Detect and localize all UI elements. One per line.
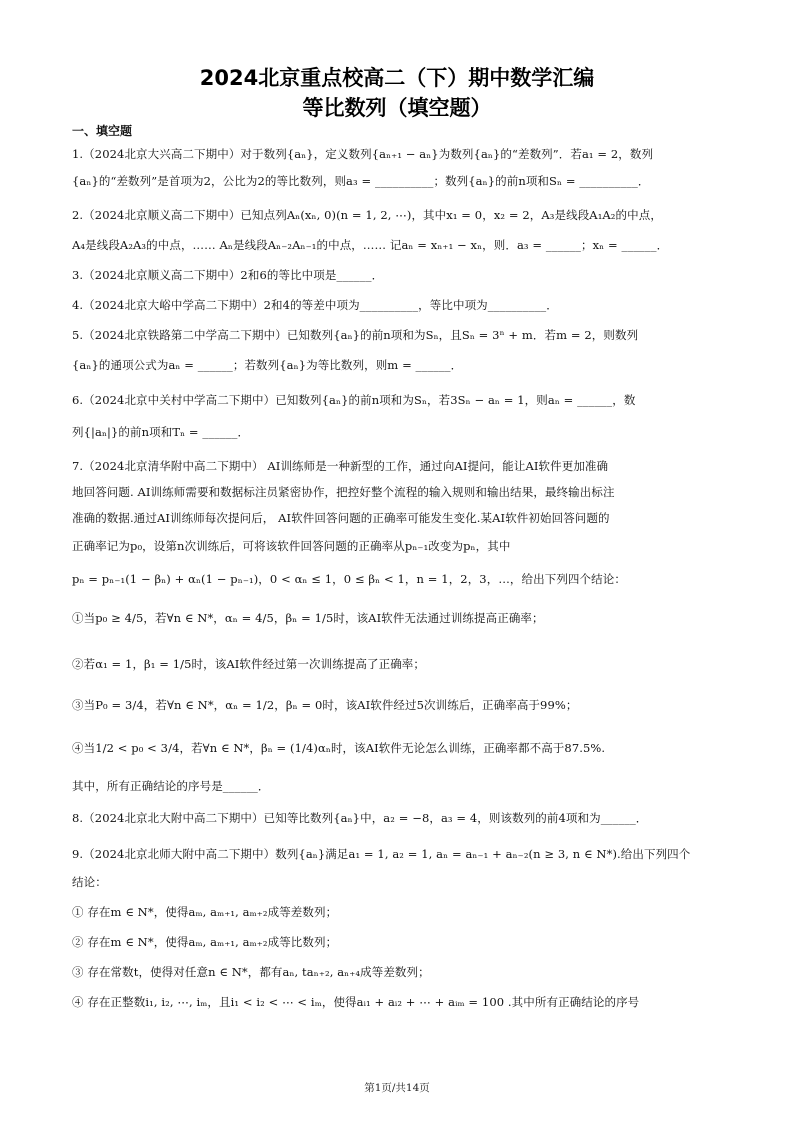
problem-7-line-2: 地回答问题. AI训练师需要和数据标注员紧密协作，把控好整个流程的输入规则和输出结果，最终输出标注 (72, 485, 615, 499)
problem-9-statement-4: ④ 存在正整数i₁, i₂, ⋯, iₘ，且i₁ < i₂ < ⋯ < iₘ，使得aᵢ₁ + aᵢ₂ + ⋯ + aᵢₘ = 100 .其中所有正确结论的序号 (72, 995, 640, 1009)
problem-9-statement-2: ② 存在m ∈ N*，使得aₘ, aₘ₊₁, aₘ₊₂成等比数列； (72, 935, 338, 949)
problem-2-line-1: 2.（2024北京顺义高二下期中）已知点列Aₙ(xₙ, 0)(n = 1, 2, ⋯)，其中x₁ = 0，x₂ = 2，A₃是线段A₁A₂的中点， (72, 208, 662, 222)
problem-9-statement-3: ③ 存在常数t，使得对任意n ∈ N*，都有aₙ, taₙ₊₂, aₙ₊₄成等差数列； (72, 965, 430, 979)
problem-7-formula: pₙ = pₙ₋₁(1 − βₙ) + αₙ(1 − pₙ₋₁)，0 < αₙ ≤ 1，0 ≤ βₙ < 1，n = 1，2，3，…，给出下列四个结论： (72, 572, 626, 586)
problem-7-statement-2: ②若α₁ = 1，β₁ = 1/5时，该AI软件经过第一次训练提高了正确率； (72, 657, 425, 671)
problem-8: 8.（2024北京北大附中高二下期中）已知等比数列{aₙ}中，a₂ = −8，a₃ = 4，则该数列的前4项和为______． (72, 811, 648, 825)
problem-1-line-2: {aₙ}的“差数列”是首项为2，公比为2的等比数列，则a₃ = __________；数列{aₙ}的前n项和Sₙ = __________． (72, 174, 650, 188)
problem-7-statement-4: ④当1/2 < p₀ < 3/4，若∀n ∈ N*，βₙ = (1/4)αₙ时，该AI软件无论怎么训练，正确率都不高于87.5%. (72, 741, 606, 755)
problem-2-line-2: A₄是线段A₂A₃的中点，…… Aₙ是线段Aₙ₋₂Aₙ₋₁的中点，…… 记aₙ = xₙ₊₁ − xₙ，则．a₃ = ______；xₙ = ______． (72, 238, 669, 252)
section-heading: 一、填空题 (72, 124, 133, 138)
page-title: 2024北京重点校高二（下）期中数学汇编 (199, 66, 595, 90)
problem-6-line-1: 6.（2024北京中关村中学高二下期中）已知数列{aₙ}的前n项和为Sₙ，若3Sₙ − aₙ = 1，则aₙ = ______，数 (72, 393, 636, 407)
problem-7-line-3: 准确的数据.通过AI训练师每次提问后， AI软件回答问题的正确率可能发生变化.某AI软件初始回答问题的 (72, 511, 610, 525)
problem-7-statement-3: ③当P₀ = 3/4，若∀n ∈ N*，αₙ = 1/2，βₙ = 0时，该AI软件经过5次训练后，正确率高于99%； (72, 698, 578, 712)
problem-6-line-2: 列{|aₙ|}的前n项和Tₙ = ______． (72, 425, 250, 439)
problem-7-question: 其中，所有正确结论的序号是______． (72, 779, 270, 793)
problem-5-line-1: 5.（2024北京铁路第二中学高二下期中）已知数列{aₙ}的前n项和为Sₙ，且Sₙ = 3ⁿ + m．若m = 2，则数列 (72, 328, 639, 342)
problem-3: 3.（2024北京顺义高二下期中）2和6的等比中项是______． (72, 268, 384, 282)
problem-9-line-1: 9.（2024北京北师大附中高二下期中）数列{aₙ}满足a₁ = 1, a₂ = 1, aₙ = aₙ₋₁ + aₙ₋₂(n ≥ 3, n ∈ N*).给出下列四个 (72, 847, 691, 861)
problem-1-line-1: 1.（2024北京大兴高二下期中）对于数列{aₙ}，定义数列{aₙ₊₁ − aₙ}为数列{aₙ}的“差数列”．若a₁ = 2，数列 (72, 147, 654, 161)
problem-7-statement-1: ①当p₀ ≥ 4/5，若∀n ∈ N*，αₙ = 4/5，βₙ = 1/5时，该AI软件无法通过训练提高正确率； (72, 611, 544, 625)
problem-7-line-4: 正确率记为p₀，设第n次训练后，可将该软件回答问题的正确率从pₙ₋₁改变为pₙ，其中 (72, 539, 511, 553)
problem-5-line-2: {aₙ}的通项公式为aₙ = ______；若数列{aₙ}为等比数列，则m = ______． (72, 358, 463, 372)
page-number: 第1页/共14页 (364, 1082, 430, 1094)
problem-9-line-2: 结论： (72, 875, 107, 889)
problem-4: 4.（2024北京大峪中学高二下期中）2和4的等差中项为__________，等比中项为__________． (72, 298, 558, 312)
problem-7-line-1: 7.（2024北京清华附中高二下期中） AI训练师是一种新型的工作，通过向AI提问，能让AI软件更加准确 (72, 459, 609, 473)
page-subtitle: 等比数列（填空题） (302, 96, 492, 120)
problem-9-statement-1: ① 存在m ∈ N*，使得aₘ, aₘ₊₁, aₘ₊₂成等差数列； (72, 905, 338, 919)
